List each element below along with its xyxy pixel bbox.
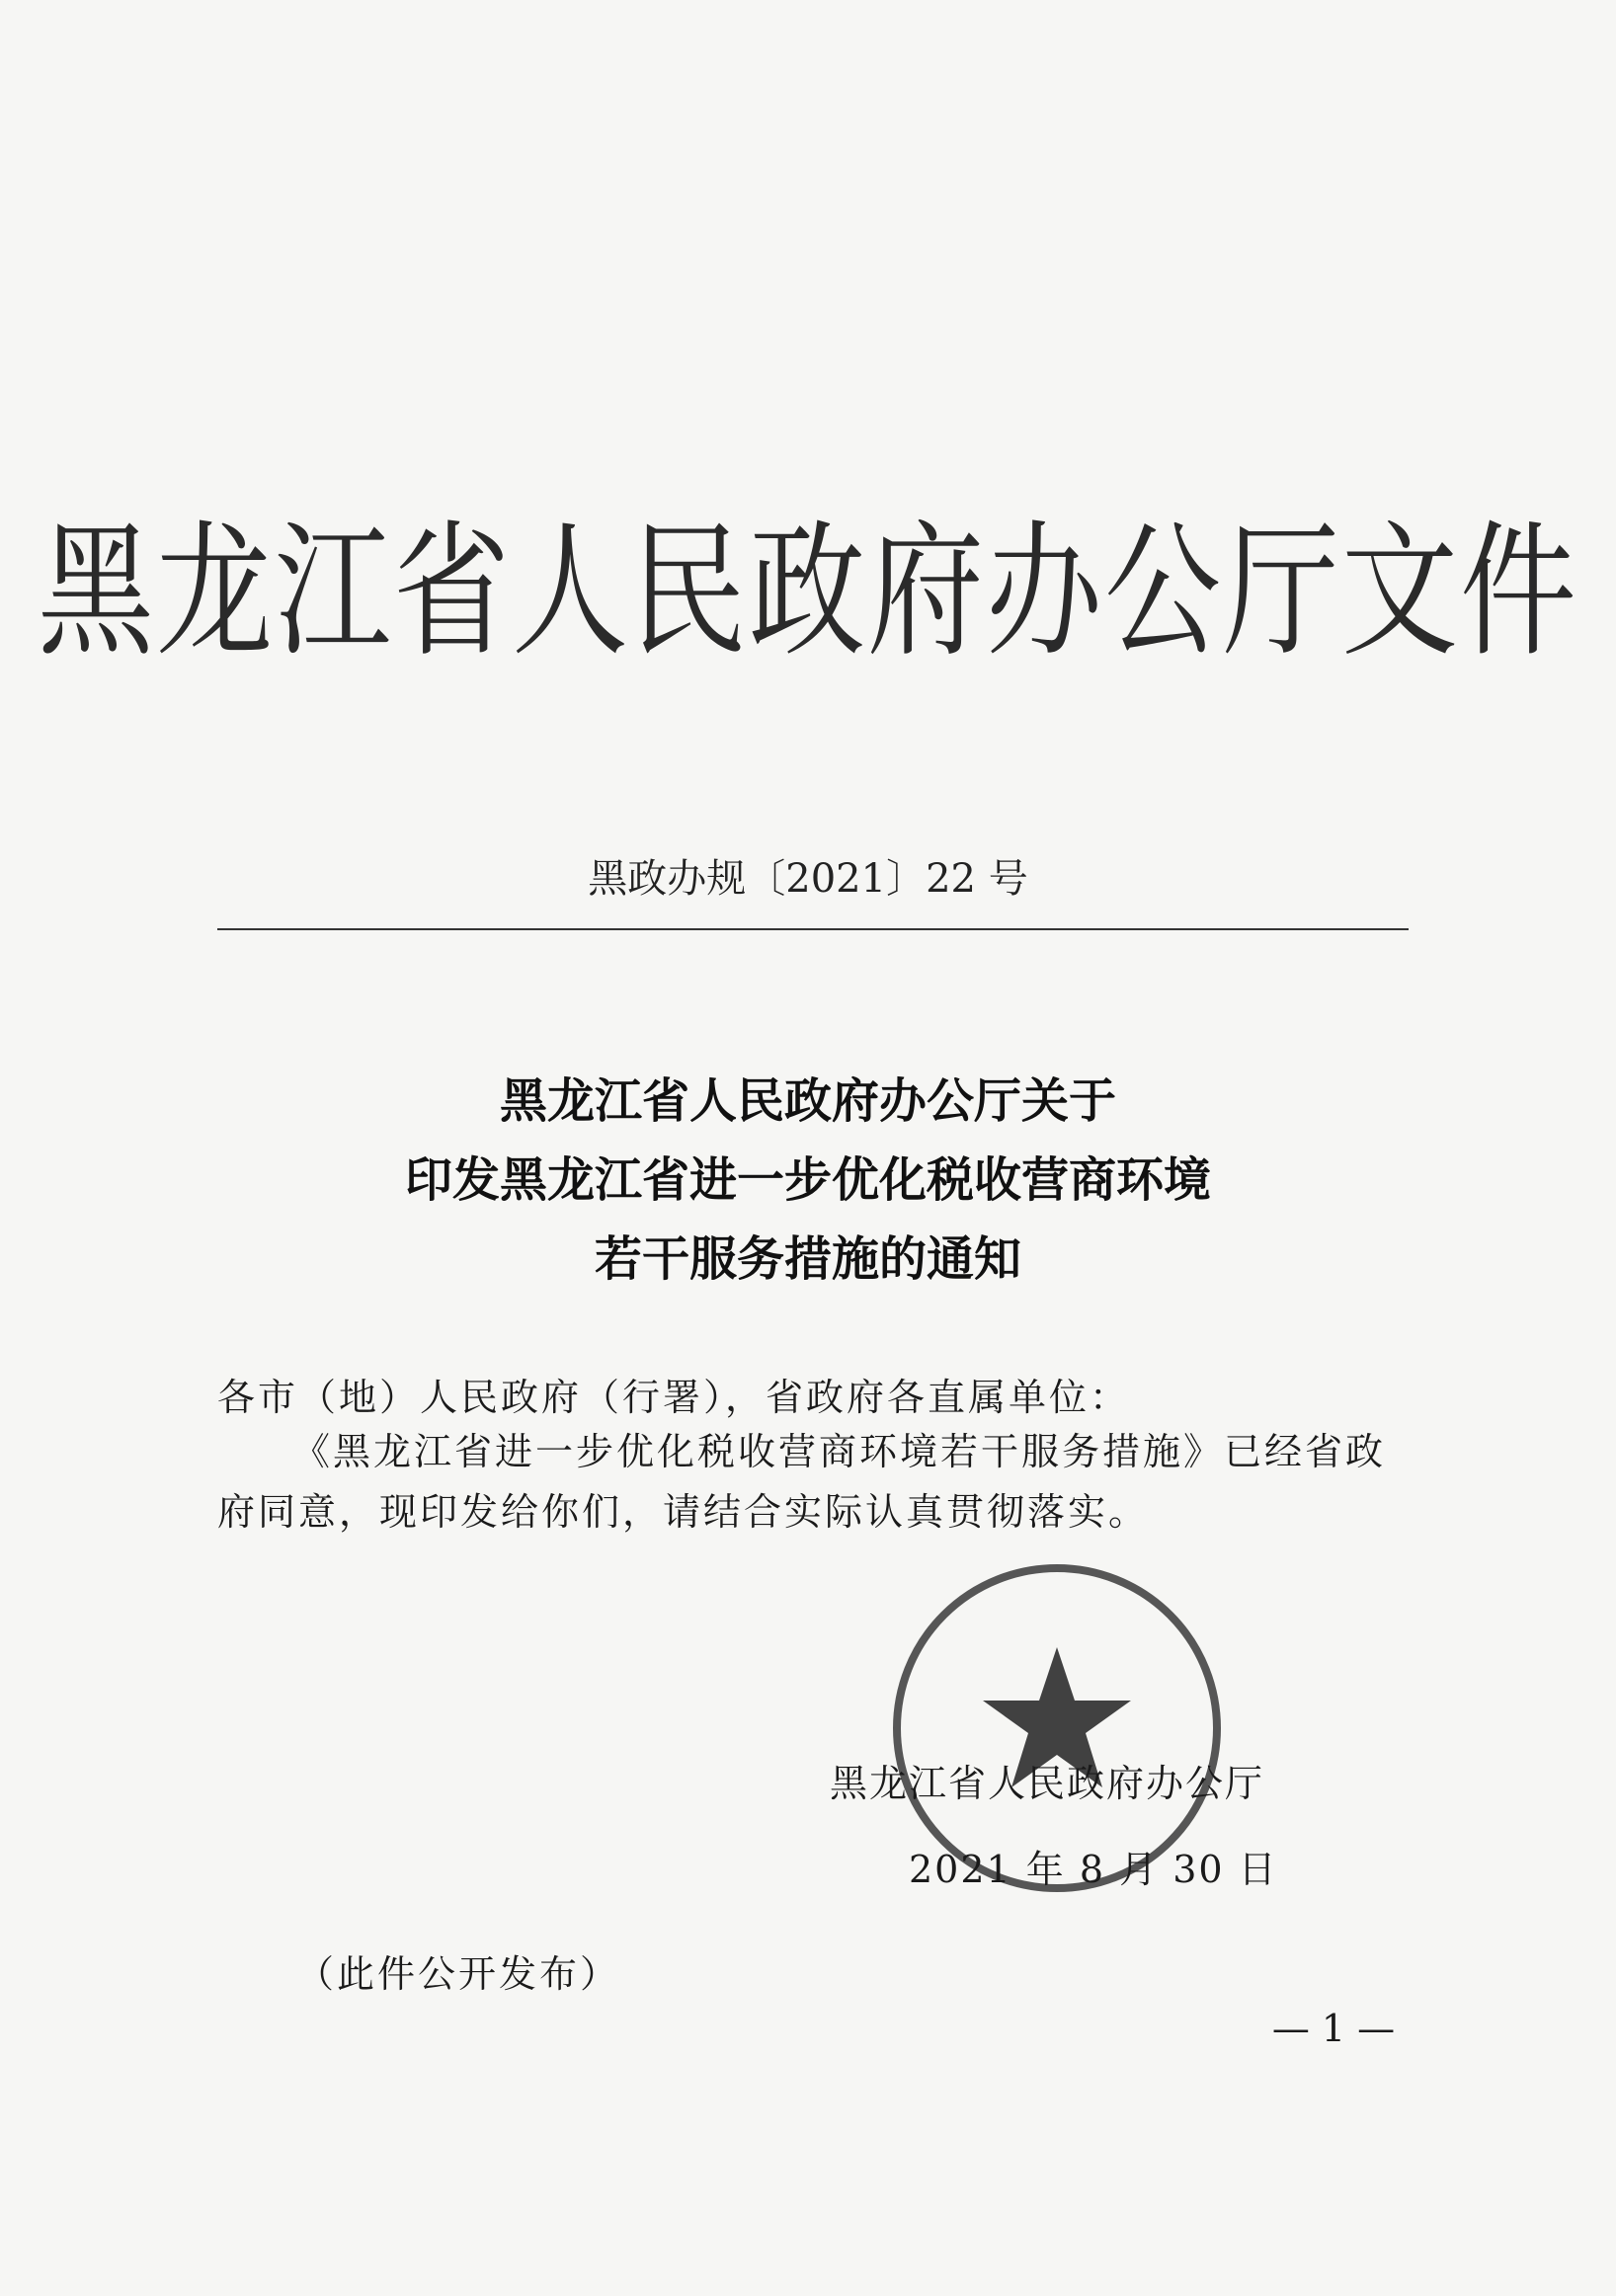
notice-title-line-2: 印发黑龙江省进一步优化税收营商环境 [404, 1152, 1211, 1208]
header-separator-line [217, 928, 1409, 930]
public-release-note: （此件公开发布） [296, 1952, 621, 1996]
notice-title-line-3: 若干服务措施的通知 [594, 1231, 1021, 1287]
notice-title [0, 1062, 1616, 1299]
document-header-title: 黑龙江省人民政府办公厅文件 [37, 506, 1578, 676]
issuer-name: 黑龙江省人民政府办公厅 [830, 1762, 1265, 1805]
body-paragraph: 《黑龙江省进一步优化税收营商环境若干服务措施》已经省政府同意，现印发给你们，请结合实际认真贯彻落实。 [217, 1430, 1387, 1534]
addressee: 各市（地）人民政府（行署），省政府各直属单位： [217, 1376, 1131, 1419]
document-number: 黑政办规〔2021〕22 号 [588, 856, 1028, 902]
notice-title-line-1: 黑龙江省人民政府办公厅关于 [499, 1073, 1116, 1129]
page-number: — 1 — [1271, 2007, 1396, 2050]
issue-date: 2021 年 8 月 30 日 [909, 1848, 1278, 1891]
